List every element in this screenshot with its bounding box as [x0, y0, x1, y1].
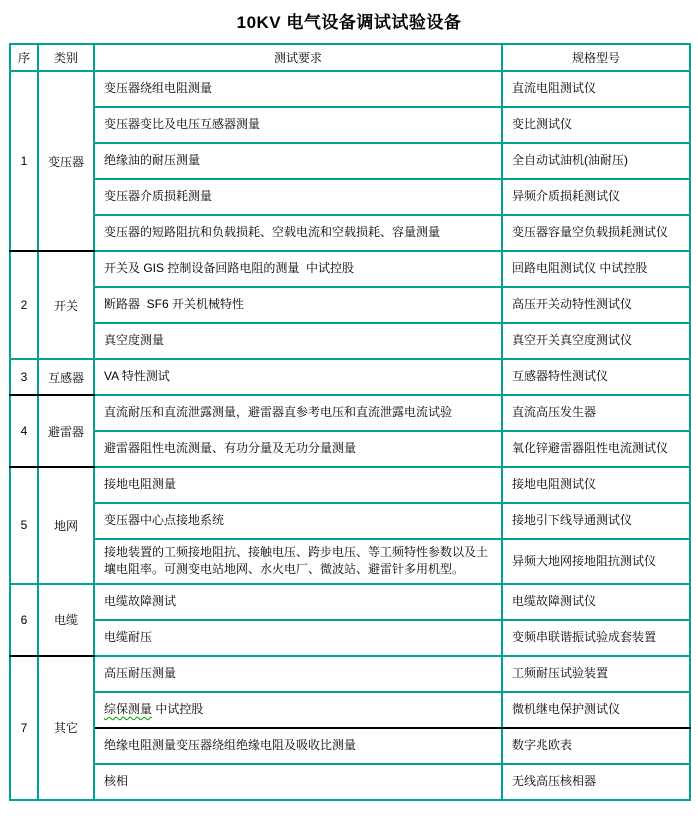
section-category: 开关	[38, 251, 94, 359]
table-row	[10, 692, 690, 728]
section-category: 其它	[38, 656, 94, 800]
document-title: 10KV 电气设备调试试验设备	[236, 13, 462, 32]
cell-requirement: 综保测量 中试控股	[94, 692, 502, 728]
cell-spec: 电缆故障测试仪	[502, 584, 690, 620]
cell-spec: 互感器特性测试仪	[502, 359, 690, 395]
table-row	[10, 620, 690, 656]
section-no: 2	[10, 251, 38, 359]
cell-spec: 异频大地网接地阻抗测试仪	[502, 539, 690, 584]
cell-spec: 回路电阻测试仪 中试控股	[502, 251, 690, 287]
cell-requirement: 变压器绕组电阻测量	[94, 71, 502, 107]
cell-requirement: VA 特性测试	[94, 359, 502, 395]
table-row	[10, 215, 690, 251]
section-no: 3	[10, 359, 38, 395]
table-row	[10, 71, 690, 107]
cell-requirement: 直流耐压和直流泄露测量，避雷器直参考电压和直流泄露电流试验	[94, 395, 502, 431]
table-row	[10, 107, 690, 143]
table-row	[10, 251, 690, 287]
table-row	[10, 323, 690, 359]
section-category: 电缆	[38, 584, 94, 656]
header-category: 类别	[38, 44, 94, 71]
section-no: 5	[10, 467, 38, 584]
cell-requirement: 电缆故障测试	[94, 584, 502, 620]
cell-requirement: 绝缘电阻测量变压器绕组绝缘电阻及吸收比测量	[94, 728, 502, 764]
cell-spec: 工频耐压试验装置	[502, 656, 690, 692]
section-no: 6	[10, 584, 38, 656]
cell-requirement: 变压器介质损耗测量	[94, 179, 502, 215]
section-category: 避雷器	[38, 395, 94, 467]
cell-requirement: 高压耐压测量	[94, 656, 502, 692]
cell-requirement: 变压器变比及电压互感器测量	[94, 107, 502, 143]
cell-spec: 氧化锌避雷器阻性电流测试仪	[502, 431, 690, 467]
cell-spec: 变频串联谐振试验成套装置	[502, 620, 690, 656]
cell-spec: 无线高压核相器	[502, 764, 690, 800]
cell-requirement: 接地装置的工频接地阻抗、接触电压、跨步电压、等工频特性参数以及土壤电阻率。可测变电站地网、水火电厂、微波站、避雷针多用机型。	[94, 539, 502, 584]
table-row	[10, 584, 690, 620]
section-category: 地网	[38, 467, 94, 584]
cell-spec: 直流电阻测试仪	[502, 71, 690, 107]
cell-requirement: 真空度测量	[94, 323, 502, 359]
cell-spec: 接地电阻测试仪	[502, 467, 690, 503]
cell-spec: 数字兆欧表	[502, 728, 690, 764]
table-row	[10, 467, 690, 503]
cell-requirement: 断路器 SF6 开关机械特性	[94, 287, 502, 323]
equipment-table	[9, 43, 691, 801]
section-no: 4	[10, 395, 38, 467]
table-row	[10, 728, 690, 764]
cell-spec: 异频介质损耗测试仪	[502, 179, 690, 215]
header-row	[10, 44, 690, 71]
table-row	[10, 764, 690, 800]
cell-spec: 直流高压发生器	[502, 395, 690, 431]
cell-requirement: 核相	[94, 764, 502, 800]
cell-spec: 变比测试仪	[502, 107, 690, 143]
table-row	[10, 179, 690, 215]
table-row	[10, 395, 690, 431]
header-requirement: 测试要求	[94, 44, 502, 71]
section-category: 互感器	[38, 359, 94, 395]
table-row	[10, 359, 690, 395]
cell-requirement: 变压器的短路阻抗和负载损耗、空载电流和空载损耗、容量测量	[94, 215, 502, 251]
cell-requirement: 避雷器阻性电流测量、有功分量及无功分量测量	[94, 431, 502, 467]
cell-requirement: 开关及 GIS 控制设备回路电阻的测量 中试控股	[94, 251, 502, 287]
table-row	[10, 143, 690, 179]
cell-requirement: 电缆耐压	[94, 620, 502, 656]
cell-spec: 高压开关动特性测试仪	[502, 287, 690, 323]
cell-requirement: 绝缘油的耐压测量	[94, 143, 502, 179]
cell-spec: 真空开关真空度测试仪	[502, 323, 690, 359]
spellchecked-text: 综保测量	[104, 702, 153, 717]
cell-requirement: 接地电阻测量	[94, 467, 502, 503]
table-row	[10, 503, 690, 539]
section-category: 变压器	[38, 71, 94, 251]
cell-spec: 接地引下线导通测试仪	[502, 503, 690, 539]
header-spec: 规格型号	[502, 44, 690, 71]
section-no: 1	[10, 71, 38, 251]
table-row	[10, 656, 690, 692]
table-row	[10, 539, 690, 584]
section-no: 7	[10, 656, 38, 800]
header-no: 序	[10, 44, 38, 71]
cell-spec: 微机继电保护测试仪	[502, 692, 690, 728]
table-row	[10, 431, 690, 467]
cell-requirement: 变压器中心点接地系统	[94, 503, 502, 539]
table-row	[10, 287, 690, 323]
cell-spec: 全自动试油机(油耐压)	[502, 143, 690, 179]
cell-spec: 变压器容量空负载损耗测试仪	[502, 215, 690, 251]
